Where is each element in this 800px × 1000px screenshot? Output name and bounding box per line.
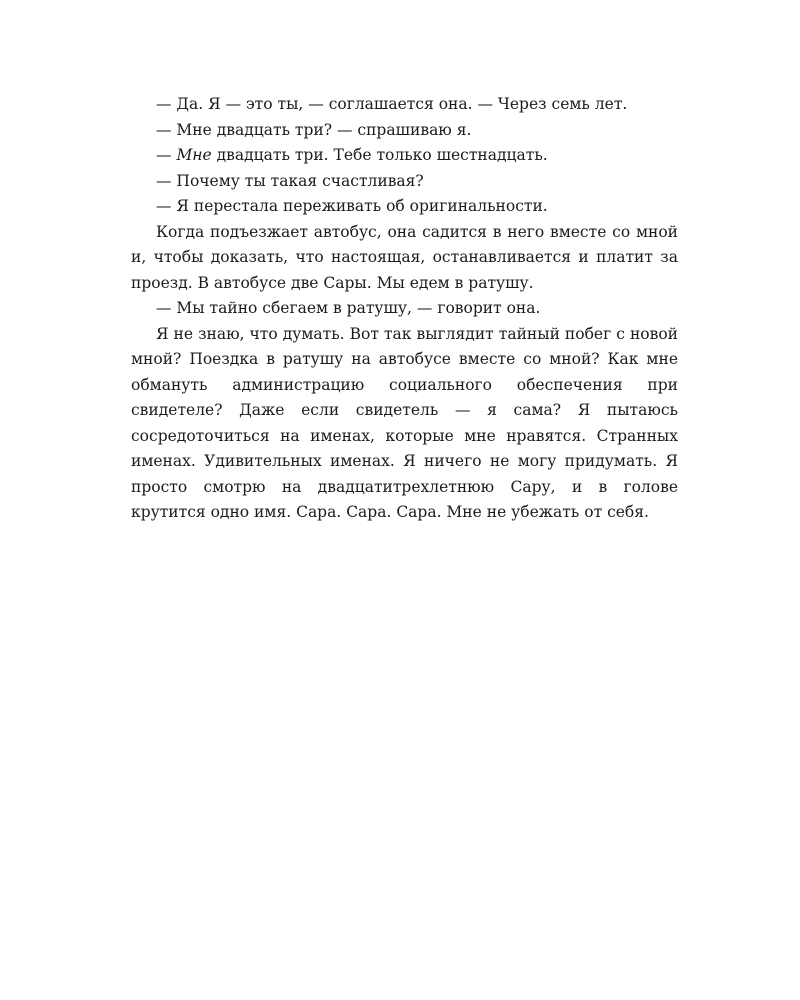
narrative-paragraph: Когда подъезжает автобус, она садится в него вместе со мной и, чтобы доказать, что настоящая, останавливается и платит за проезд. В автобусе две Сары. Мы едем в ратушу. (131, 222, 678, 292)
dialog-line: — Мне двадцать три? — спрашиваю я. (156, 120, 472, 139)
book-page (131, 92, 678, 526)
dialog-line: — Я перестала переживать об оригинальности. (156, 197, 548, 215)
dialog-line (131, 143, 678, 169)
narrative-paragraph: Я не знаю, что думать. Вот так выглядит тайный побег с новой мной? Поездка в ратушу на автобусе вместе со мной? Как мне обмануть администрацию социального обеспечения при свидетеле? Даже если свидетель — я сама? Я пытаюсь сосредоточиться на именах, которые мне нравятся. Странных именах. Удивительных именах. Я ничего не могу придумать. Я просто смотрю на двадцатитрехлетнюю Сару, и в голове крутится одно имя. Сара. Сара. Сара. Мне не убежать от себя. (131, 324, 678, 521)
dialog-line: — Мы тайно сбегаем в ратушу, — говорит она. (156, 299, 541, 317)
emphasized-word: Мне (176, 146, 212, 164)
dialog-line: — Да. Я — это ты, — соглашается она. — Через семь лет. (156, 95, 628, 113)
dialog-line: — Почему ты такая счастливая? (156, 171, 424, 190)
dialog-dash: — (156, 146, 177, 164)
dialog-rest: двадцать три. Тебе только шестнадцать. (211, 146, 548, 164)
